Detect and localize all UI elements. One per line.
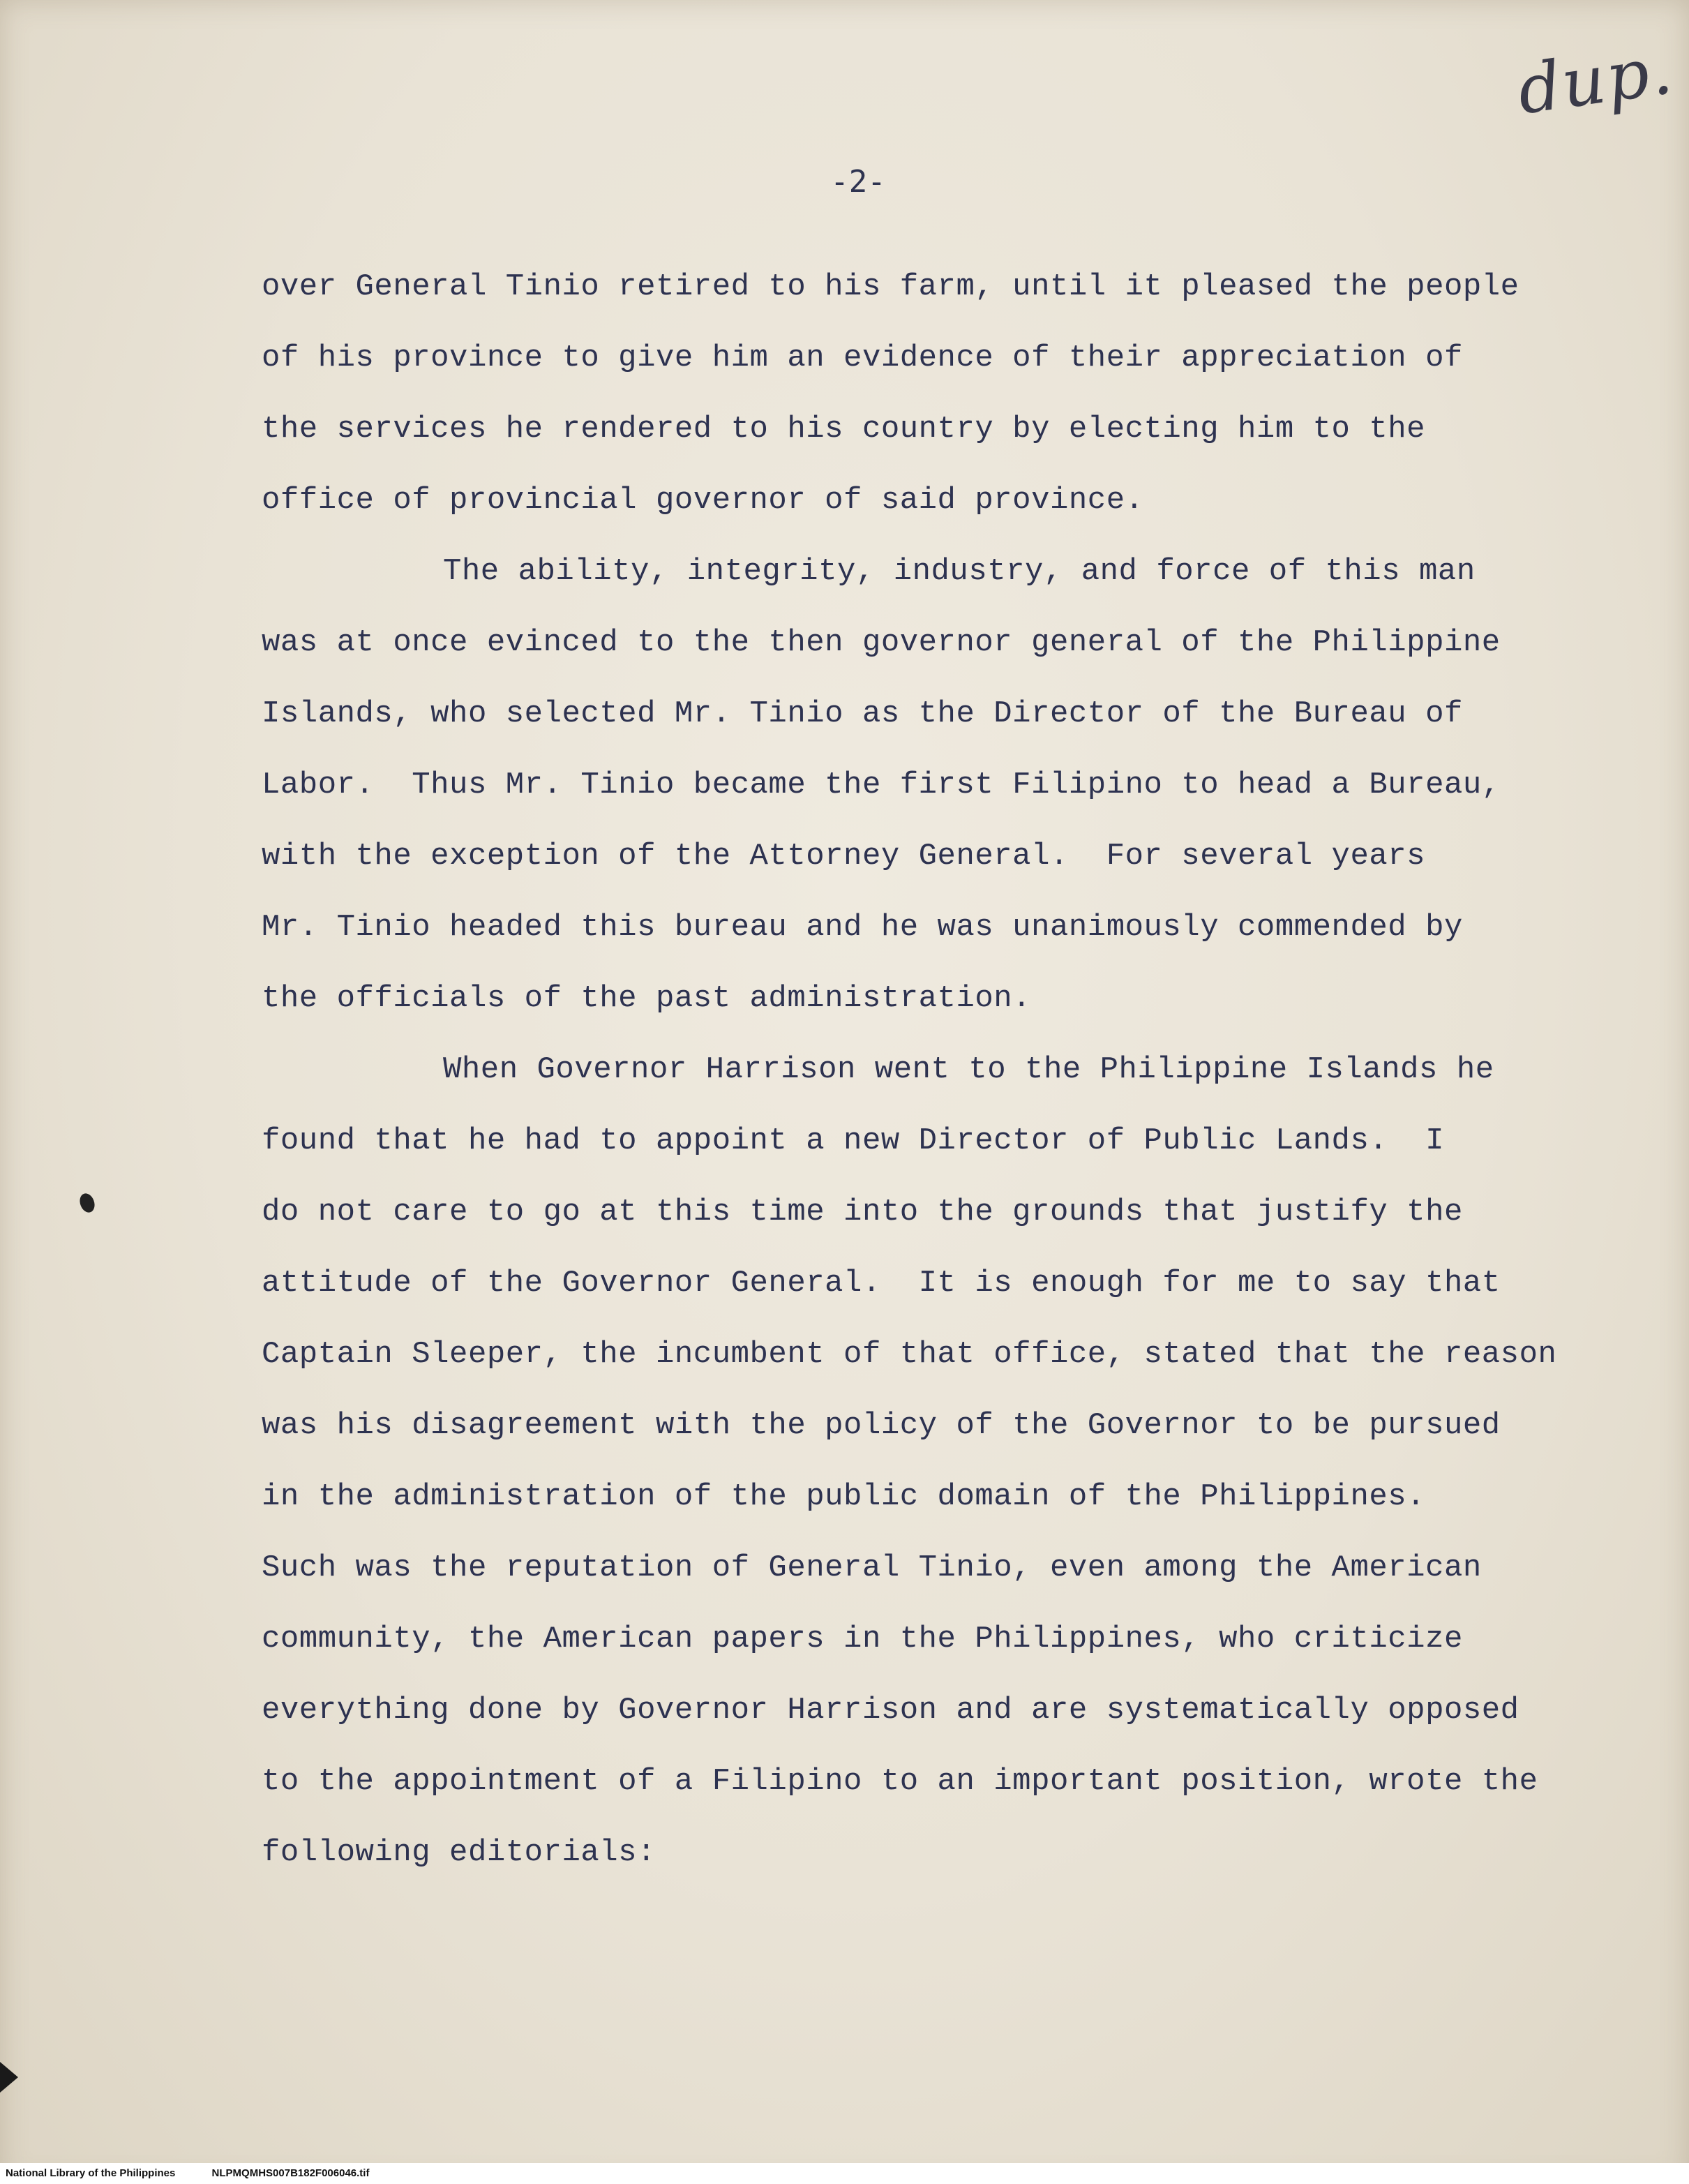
binding-edge-mark [0,2062,18,2093]
text-line: attitude of the Governor General. It is enough for me to say that [262,1266,1501,1301]
text-line: was at once evinced to the then governor general of the Philippine [262,625,1501,660]
text-line: the services he rendered to his country by electing him to the [262,412,1426,447]
text-line: When Governor Harrison went to the Philippine Islands he [443,1052,1494,1087]
text-line: over General Tinio retired to his farm, until it pleased the people [262,269,1519,304]
text-line: to the appointment of a Filipino to an important position, wrote the [262,1764,1538,1799]
text-line: found that he had to appoint a new Director of Public Lands. I [262,1123,1444,1158]
text-line: in the administration of the public domain of the Philippines. [262,1479,1426,1514]
body-text [262,251,1557,1888]
text-line: Captain Sleeper, the incumbent of that office, stated that the reason [262,1337,1557,1372]
text-line: community, the American papers in the Philippines, who criticize [262,1622,1463,1656]
text-line: Mr. Tinio headed this bureau and he was unanimously commended by [262,910,1463,945]
text-line: was his disagreement with the policy of the Governor to be pursued [262,1408,1501,1443]
scan-footer [0,2163,1689,2184]
text-line: the officials of the past administration. [262,981,1032,1016]
text-line: of his province to give him an evidence of their appreciation of [262,341,1463,375]
page-number: -2- [830,164,886,200]
text-line: Islands, who selected Mr. Tinio as the Director of the Bureau of [262,696,1463,731]
text-line: everything done by Governor Harrison and are systematically opposed [262,1693,1519,1728]
text-line: The ability, integrity, industry, and force of this man [443,554,1476,589]
text-line: with the exception of the Attorney General. For several years [262,839,1426,874]
footer-library-name: National Library of the Philippines [6,2167,176,2179]
text-line: do not care to go at this time into the grounds that justify the [262,1195,1463,1229]
handwritten-annotation: dup. [1512,30,1679,130]
text-line: Labor. Thus Mr. Tinio became the first Filipino to head a Bureau, [262,768,1501,802]
text-line: office of provincial governor of said province. [262,483,1144,518]
text-line: Such was the reputation of General Tinio, even among the American [262,1550,1482,1585]
footer-file-id: NLPMQMHS007B182F006046.tif [211,2167,370,2179]
text-line: following editorials: [262,1835,656,1870]
punch-hole-mark [77,1191,97,1214]
